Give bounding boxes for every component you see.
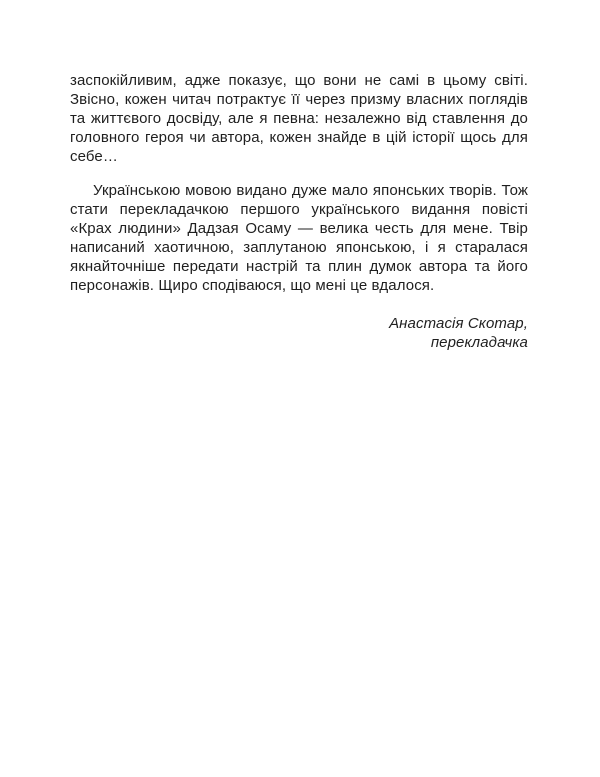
page-text-block: [70, 71, 528, 352]
signature-role: перекладачка: [430, 334, 528, 351]
paragraph-translator-note: Українською мовою видано дуже мало японських творів. Тож стати перекладачкою першого українського видання повісті «Крах людини» Дадзая Осаму — велика честь для мене. Твір написаний хаотичною, заплутаною японською, і я старалася якнайточніше передати настрій та плин думок автора та його персонажів. Щиро сподіваюся, що мені це вдалося.: [70, 182, 528, 294]
signature-block: [70, 314, 528, 352]
signature-name: Анастасія Скотар,: [389, 315, 528, 332]
paragraph-continuation: заспокійливим, адже показує, що вони не самі в цьому світі. Звісно, кожен читач потрактує її через призму власних поглядів та життєвого досвіду, але я певна: незалежно від ставлення до головного героя чи автора, кожен знайде в цій історії щось для себе…: [70, 72, 528, 165]
